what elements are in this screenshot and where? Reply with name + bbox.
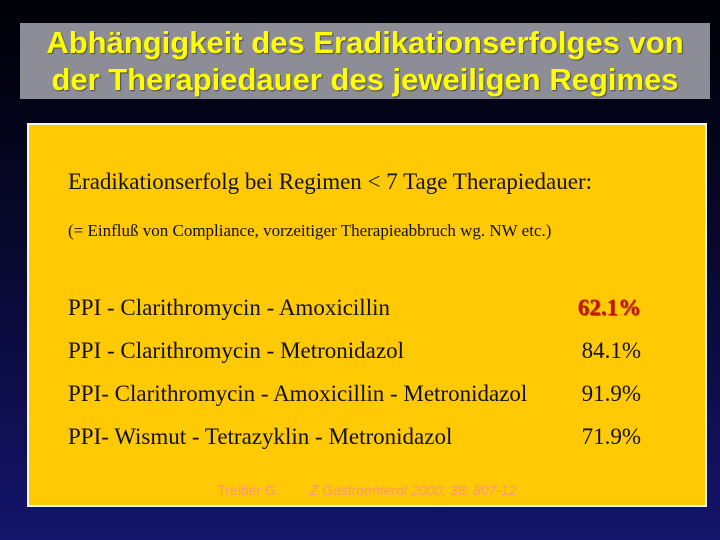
citation-footer [29,482,705,498]
table-row [68,338,641,381]
table-row [68,424,641,467]
panel-subheading: (= Einfluß von Compliance, vorzeitiger Therapieabbruch wg. NW etc.) [68,221,552,240]
slide-title-line2: der Therapiedauer des jeweiligen Regimes [51,62,679,97]
regimen-label: PPI- Wismut - Tetrazyklin - Metronidazol [68,424,453,449]
eradication-rate: 71.9% [581,424,641,449]
slide-title-line1: Abhängigkeit des Eradikationserfolges von [46,25,684,60]
regimen-label: PPI - Clarithromycin - Metronidazol [68,338,404,363]
content-panel [27,123,707,507]
table-row [68,295,641,338]
eradication-rate: 91.9% [581,381,641,406]
eradication-rate: 84.1% [581,338,641,363]
citation-author: Treiber G. [217,482,280,498]
eradication-rate: 62.1% [577,295,641,320]
table-row [68,381,641,424]
regimen-label: PPI- Clarithromycin - Amoxicillin - Metronidazol [68,381,528,406]
panel-heading: Eradikationserfolg bei Regimen < 7 Tage Therapiedauer: [68,169,592,194]
regimen-results-table [68,295,641,467]
slide-title-bar [20,23,710,99]
citation-source: Z Gastroenterol 2000; 38: 807-12 [309,482,517,498]
regimen-label: PPI - Clarithromycin - Amoxicillin [68,295,390,320]
